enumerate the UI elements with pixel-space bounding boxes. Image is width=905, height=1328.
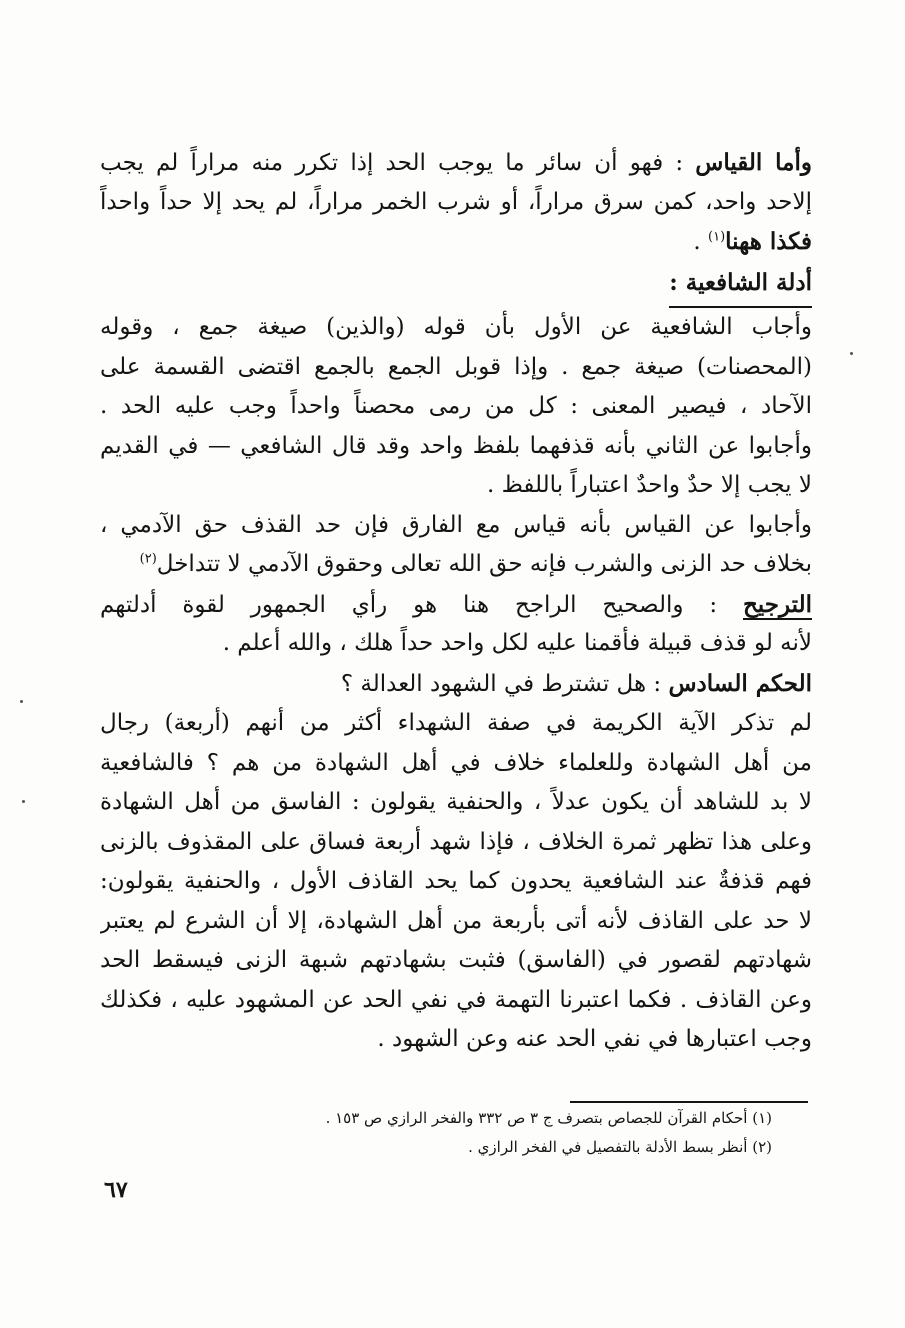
text-line-8: وأجابوا عن الثاني بأنه قذفهما بلفظ واحد وقد قال الشافعي — في القديم — [100, 432, 812, 459]
section-heading: أدلة الشافعية : — [669, 263, 812, 309]
scan-speck — [20, 700, 23, 703]
text-line-20: لا حد على القاذف لأنه أتى بأربعة من أهل الشهادة، إلا أن الشرع لم يعتبر — [100, 907, 812, 934]
text-line-23: وجب اعتبارها في نفي الحد عنه وعن الشهود . — [377, 1026, 812, 1052]
scan-speck — [850, 352, 853, 355]
text-line-12: الترجيح : والصحيح الراجح هنا هو رأي الجمهور لقوة أدلتهم — [100, 590, 812, 618]
page-number: ٦٧ — [104, 1177, 128, 1203]
text-line-16: من أهل الشهادة وللعلماء خلاف في أهل الشهادة من هم ؟ فالشافعية — [100, 749, 812, 776]
scan-speck — [22, 800, 25, 803]
text-line-11: بخلاف حد الزنى والشرب فإنه حق الله تعالى وحقوق الآدمي لا تتداخل$^{(٢)}$ — [139, 551, 812, 577]
footnote-mark-1: (١) — [708, 229, 726, 245]
text-line-14: الحكم السادس : هل تشترط في الشهود العدالة ؟ — [340, 669, 812, 697]
text-line-7: الآحاد ، فيصير المعنى : كل من رمى محصناً واحداً وجب عليه الحد . — [100, 393, 812, 419]
main-text — [100, 143, 812, 1060]
footnote-2: (٢) أنظر بسط الأدلة بالتفصيل في الفخر الرازي . — [468, 1138, 772, 1156]
text-line-15: لم تذكر الآية الكريمة في صفة الشهداء أكثر من أنهم (أربعة) رجال — [100, 710, 812, 736]
text-line-1: وأما القياس : فهو أن سائر ما يوجب الحد إذا تكرر منه مراراً لم يجب — [100, 149, 812, 176]
text-line-18: وعلى هذا تظهر ثمرة الخلاف ، فإذا شهد أربعة فساق على المقذوف بالزنى — [100, 828, 812, 855]
text-line-6: (المحصنات) صيغة جمع . وإذا قوبل الجمع بالجمع اقتضى القسمة على — [100, 353, 812, 380]
section-lead: وأما القياس — [695, 149, 812, 176]
text-line-4 — [100, 263, 812, 309]
text-line-2: إلاحد واحد، كمن سرق مراراً، أو شرب الخمر مراراً، لم يحد إلا حداً واحداً — [100, 188, 812, 215]
footnotes — [150, 1104, 772, 1162]
text-line-13: لأنه لو قذف قبيلة فأقمنا عليه لكل واحد حداً هلك ، والله أعلم . — [222, 630, 812, 656]
text-line-9: لا يجب إلا حدٌ واحدٌ اعتباراً باللفظ . — [486, 472, 812, 498]
tarjih-label: الترجيح — [742, 590, 812, 618]
text-line-19: فهم قذفةٌ عند الشافعية يحدون كما يحد القاذف الأول ، والحنفية يقولون: — [100, 868, 812, 894]
footnote-1: (١) أحكام القرآن للجصاص بتصرف ج ٣ ص ٣٣٢ والفخر الرازي ص ١٥٣ . — [325, 1109, 772, 1127]
text-line-17: لا بد للشاهد أن يكون عدلاً ، والحنفية يقولون : الفاسق من أهل الشهادة — [100, 789, 812, 815]
section-lead: الحكم السادس — [668, 669, 812, 697]
text-line-21: شهادتهم لقصور في (الفاسق) فثبت بشهادتهم شبهة الزنى فيسقط الحد — [100, 947, 812, 973]
text-line-10: وأجابوا عن القياس بأنه قياس مع الفارق فإن حد القذف حق الآدمي ، — [100, 511, 812, 538]
text-line-5: وأجاب الشافعية عن الأول بأن قوله (والذين) صيغة جمع ، وقوله — [100, 314, 812, 340]
text-line-3: فكذا ههنا$^{(١)}$ . — [693, 228, 812, 255]
text-line-22: وعن القاذف . فكما اعتبرنا التهمة في نفي الحد عن المشهود عليه ، فكذلك — [100, 986, 812, 1013]
footnote-divider — [570, 1101, 808, 1103]
footnote-mark-2: (٢) — [139, 551, 157, 567]
